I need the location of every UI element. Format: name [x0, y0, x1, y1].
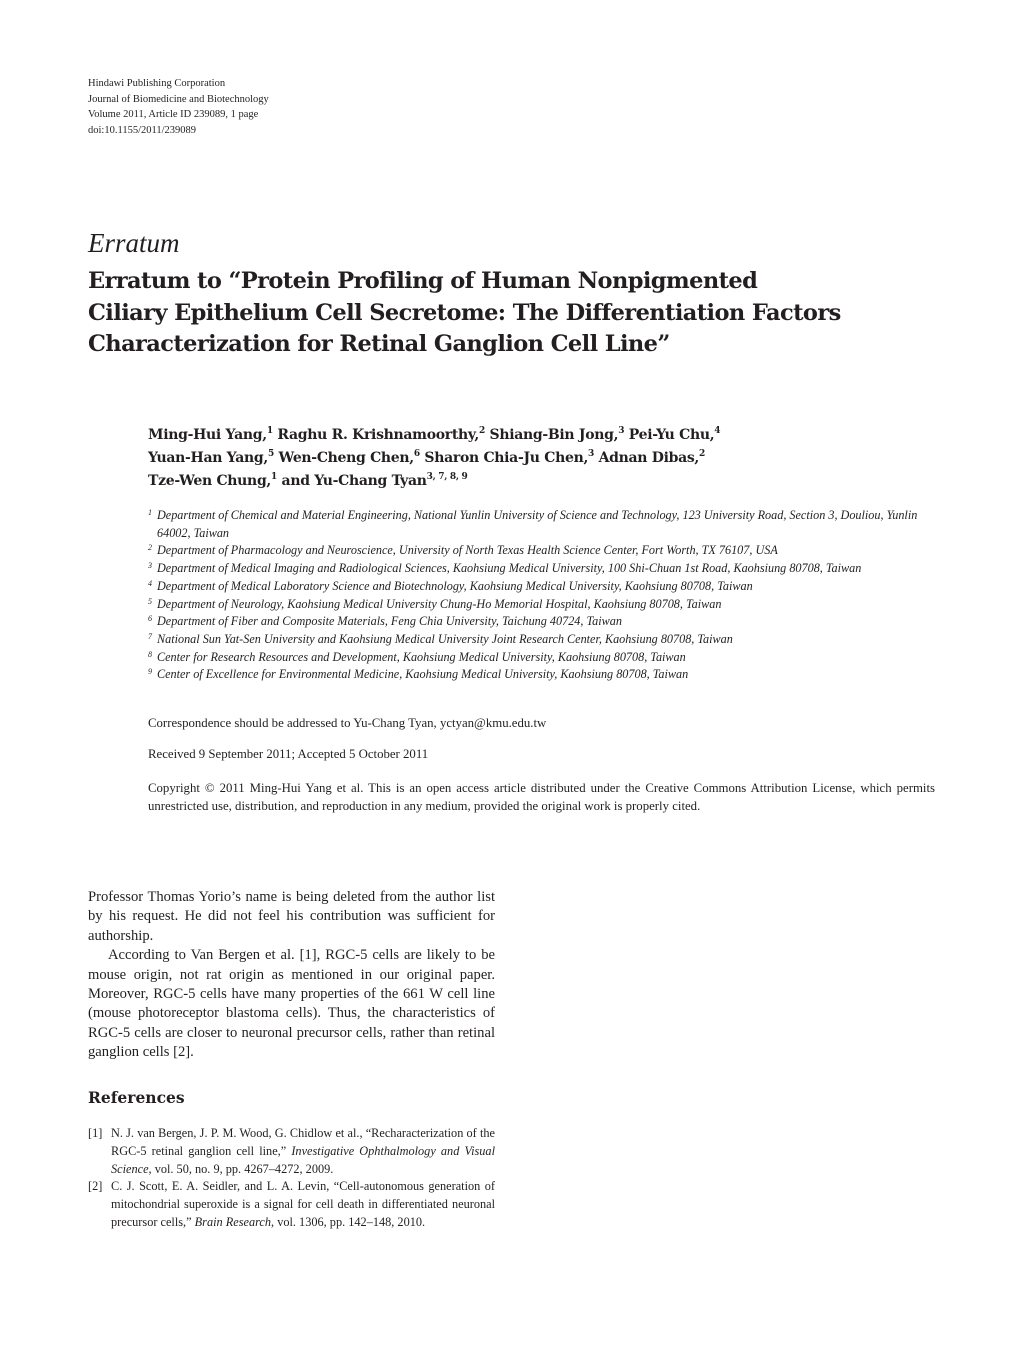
affiliation-number: 1	[148, 508, 152, 517]
author-name: Sharon Chia-Ju Chen,	[419, 450, 589, 466]
affiliation-item	[148, 596, 938, 614]
title-line: Characterization for Retinal Ganglion Cell Line”	[88, 331, 670, 357]
author-name: and Yu-Chang Tyan	[276, 473, 427, 489]
title-line: Erratum to “Protein Profiling of Human Nonpigmented	[88, 268, 758, 294]
affiliation-text: Department of Chemical and Material Engineering, National Yunlin University of Science and Technology, 123 University Road, Section 3, Douliou, Yunlin 64002, Taiwan	[157, 508, 918, 540]
author-name: Ming-Hui Yang,	[148, 427, 267, 443]
author-affil-sup: 6	[413, 449, 420, 459]
author-line	[148, 470, 720, 493]
affiliation-text: Center of Excellence for Environmental Medicine, Kaohsiung Medical University, Kaohsiung 80708, Taiwan	[157, 667, 689, 682]
publisher-line: Hindawi Publishing Corporation	[88, 78, 226, 89]
author-affil-sup: 1	[266, 426, 273, 436]
affiliation-text: Department of Medical Imaging and Radiological Sciences, Kaohsiung Medical University, 100 Shi-Chuan 1st Road, Kaohsiung 80708, Taiwan	[157, 561, 862, 576]
affiliation-item	[148, 631, 938, 649]
affiliation-number: 4	[148, 578, 152, 588]
affiliation-item	[148, 507, 938, 542]
affiliation-number: 2	[148, 543, 152, 553]
affiliation-number: 7	[148, 631, 152, 641]
reference-list	[88, 1125, 495, 1232]
reference-details: , vol. 50, no. 9, pp. 4267–4272, 2009.	[148, 1161, 334, 1176]
author-affil-sup: 2	[699, 449, 705, 459]
reference-item	[88, 1125, 495, 1178]
doi-line: doi:10.1155/2011/239089	[88, 124, 197, 136]
author-affil-sup: 3	[588, 449, 594, 459]
received-dates: Received 9 September 2011; Accepted 5 October 2011	[148, 747, 429, 761]
reference-number: [2]	[88, 1179, 103, 1194]
affiliation-item	[148, 613, 938, 631]
affiliation-list	[148, 507, 938, 684]
affiliation-text: National Sun Yat-Sen University and Kaohsiung Medical University Joint Research Center, Kaohsiung 80708, Taiwan	[157, 631, 733, 646]
author-affil-sup: 5	[268, 449, 274, 459]
author-line	[148, 424, 720, 447]
affiliation-number: 8	[148, 649, 152, 659]
correspondence-note: Correspondence should be addressed to Yu-Chang Tyan, yctyan@kmu.edu.tw	[148, 716, 547, 730]
affiliation-number: 3	[148, 561, 152, 571]
author-name: Shiang-Bin Jong,	[484, 427, 619, 443]
affiliation-item	[148, 560, 938, 578]
author-name: Wen-Cheng Chen,	[273, 450, 414, 466]
journal-name-line: Journal of Biomedicine and Biotechnology	[88, 93, 269, 105]
author-name: Pei-Yu Chu,	[624, 427, 715, 443]
affiliation-item	[148, 542, 938, 560]
reference-item	[88, 1178, 495, 1231]
article-type: Erratum	[88, 228, 180, 258]
body-paragraph: Professor Thomas Yorio’s name is being deleted from the author list by his request. He did not feel his contribution was sufficient for authorship.	[88, 889, 495, 944]
author-affil-sup: 3	[618, 426, 625, 436]
affiliation-item	[148, 666, 938, 684]
volume-line: Volume 2011, Article ID 239089, 1 page	[88, 109, 259, 120]
reference-number: [1]	[88, 1126, 103, 1140]
article-title	[88, 266, 948, 361]
reference-details: , vol. 1306, pp. 142–148, 2010.	[271, 1214, 426, 1229]
affiliation-number: 5	[148, 596, 152, 606]
body-text	[88, 888, 495, 1063]
affiliation-item	[148, 649, 938, 667]
author-list	[148, 424, 720, 493]
affiliation-text: Center for Research Resources and Development, Kaohsiung Medical University, Kaohsiung 80708, Taiwan	[157, 649, 686, 664]
copyright-notice: Copyright © 2011 Ming-Hui Yang et al. This is an open access article distributed under the Creative Commons Attribution License, which permits unrestricted use, distribution, and reproduction in any medium, provided the original work is properly cited.	[148, 781, 935, 813]
reference-journal: Brain Research	[194, 1214, 272, 1229]
affiliation-item	[148, 578, 938, 596]
affiliation-text: Department of Medical Laboratory Science and Biotechnology, Kaohsiung Medical University, Kaohsiung 80708, Taiwan	[157, 578, 753, 593]
affiliation-text: Department of Pharmacology and Neuroscience, University of North Texas Health Science Center, Fort Worth, TX 76107, USA	[157, 543, 778, 558]
affiliation-text: Department of Fiber and Composite Materials, Feng Chia University, Taichung 40724, Taiwan	[157, 614, 622, 629]
author-affil-sup: 4	[714, 426, 721, 436]
author-name: Raghu R. Krishnamoorthy,	[272, 427, 479, 443]
journal-header	[88, 76, 269, 138]
reference-text: C. J. Scott, E. A. Seidler, and L. A. Levin, “Cell-autonomous generation of mitochondrial superoxide is a signal for cell death in differentiated neuronal precursor cells,”	[111, 1179, 495, 1229]
author-affil-sup: 1	[271, 472, 277, 482]
author-affil-sup: 2	[478, 426, 485, 436]
author-line	[148, 447, 720, 470]
affiliation-number: 9	[148, 667, 152, 677]
author-name: Tze-Wen Chung,	[148, 473, 272, 489]
affiliation-text: Department of Neurology, Kaohsiung Medical University Chung-Ho Memorial Hospital, Kaohsiung 80708, Taiwan	[157, 596, 722, 611]
reference-text: N. J. van Bergen, J. P. M. Wood, G. Chidlow et al., “Recharacterization of the RGC-5 retinal ganglion cell line,”	[111, 1126, 495, 1158]
reference-journal: Investigative Ophthalmology and Visual Science	[111, 1143, 495, 1176]
author-name: Adnan Dibas,	[594, 450, 700, 466]
author-name: Yuan-Han Yang,	[148, 450, 268, 466]
title-line: Ciliary Epithelium Cell Secretome: The Differentiation Factors	[88, 299, 841, 326]
author-affil-sup: 3, 7, 8, 9	[426, 472, 468, 482]
affiliation-number: 6	[148, 614, 152, 624]
references-heading: References	[88, 1088, 185, 1107]
body-paragraph: According to Van Bergen et al. [1], RGC-5 cells are likely to be mouse origin, not rat origin as mentioned in our original paper. Moreover, RGC-5 cells have many properties of the 661 W cell line (mouse photoreceptor blastoma cells). Thus, the characteristics of RGC-5 cells are closer to neuronal precursor cells, rather than retinal ganglion cells [2].	[88, 947, 495, 1061]
